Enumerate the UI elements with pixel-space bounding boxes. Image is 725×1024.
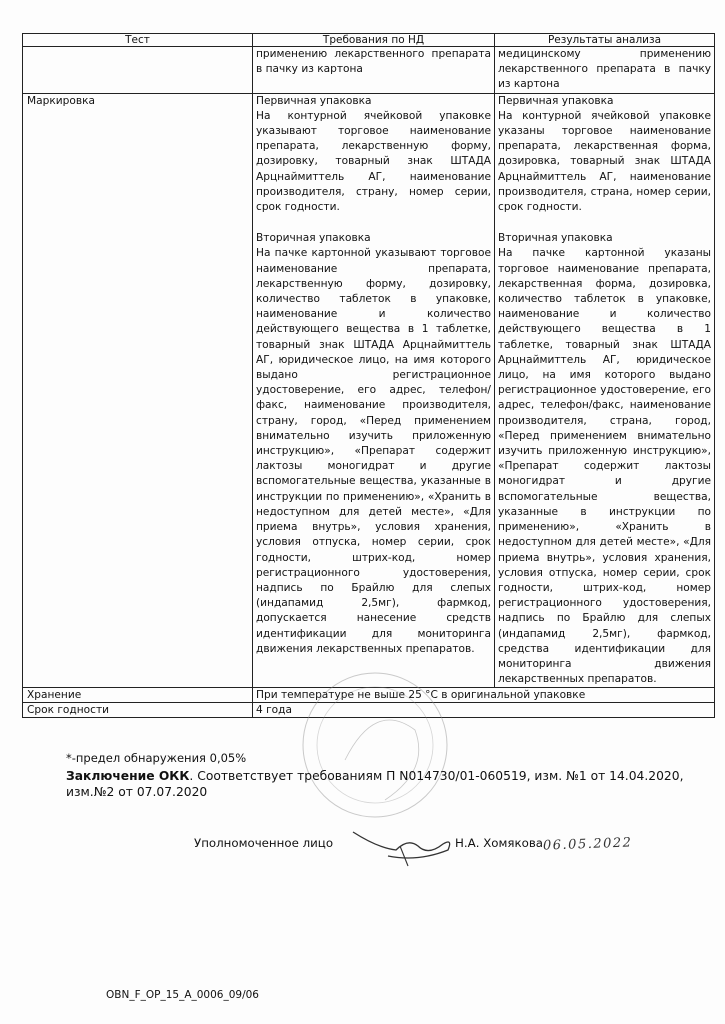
- signer-name: Н.А. Хомякова: [455, 836, 544, 850]
- res-primary-title: Первичная упаковка: [498, 94, 614, 107]
- table-row-continuation: [23, 47, 715, 94]
- req-primary-title: Первичная упаковка: [256, 94, 372, 107]
- storage-test-cell: Хранение: [23, 688, 253, 703]
- conclusion-label: Заключение ОКК: [66, 769, 190, 783]
- analysis-table: [22, 33, 715, 718]
- req-secondary-text: На пачке картонной указывают торговое наименование препарата, лекарственную форму, дозировку, количество таблеток в упаковке, наименование и количество действующего вещества в 1 таблетке, товарный знак ШТАДА Арцнаймиттель АГ, юридическое лицо, на имя которого выдано регистрационное удостоверение, его адрес, телефон/факс, наименование производителя, страну, город, «Перед применением внимательно изучить приложенную инструкцию», «Препарат содержит лактозы моногидрат и другие вспомогательные вещества, указанные в инструкции по применению», «Хранить в недоступном для детей месте», «Для приема внутрь», условия хранения, условия отпуска, номер серии, срок годности, штрих-код, номер регистрационного удостоверения, надпись по Брайлю для слепых (индапамид 2,5мг), фармкод, допускается нанесение средств идентификации для мониторинга движения лекарственных препаратов.: [256, 247, 491, 655]
- marking-req-cell: [253, 93, 495, 688]
- conclusion: [66, 768, 706, 800]
- table-header-row: [23, 34, 715, 47]
- shelf-life-value-cell: 4 года: [253, 703, 715, 718]
- header-test: Тест: [23, 34, 253, 47]
- cont-test-cell: [23, 47, 253, 94]
- footnote: *-предел обнаружения 0,05%: [66, 751, 247, 765]
- table-row-marking: [23, 93, 715, 688]
- storage-value-cell: При температуре не выше 25 °С в оригинальной упаковке: [253, 688, 715, 703]
- conclusion-text: . Соответствует требованиям П N014730/01-060519, изм. №1 от 14.04.2020, изм.№2 от 07.07.2020: [66, 769, 684, 799]
- header-results: Результаты анализа: [495, 34, 715, 47]
- document-code: OBN_F_OP_15_A_0006_09/06: [106, 989, 259, 1001]
- marking-res-cell: [495, 93, 715, 688]
- signature-date: 06.05.2022: [542, 835, 633, 854]
- cont-req-cell: применению лекарственного препарата в пачку из картона: [253, 47, 495, 94]
- signature-label: Уполномоченное лицо: [194, 836, 334, 850]
- handwritten-signature: [348, 820, 458, 870]
- req-primary-text: На контурной ячейковой упаковке указывают торговое наименование препарата, лекарственную форму, дозировку, товарный знак ШТАДА Арцнаймиттель АГ, наименование производителя, страну, номер серии, срок годности.: [256, 109, 491, 214]
- shelf-life-test-cell: Срок годности: [23, 703, 253, 718]
- res-secondary-title: Вторичная упаковка: [498, 232, 613, 245]
- res-secondary-text: На пачке картонной указаны торговое наименование препарата, лекарственная форма, дозировка, количество таблеток в упаковке, наименование и количество действующего вещества в 1 таблетке, товарный знак ШТАДА Арцнаймиттель АГ, юридическое лицо, на имя которого выдано регистрационное удостоверение, его адрес, телефон/факс, наименование производителя, страна, город, «Перед применением внимательно изучить приложенную инструкцию», «Препарат содержит лактозы моногидрат и другие вспомогательные вещества, указанные в инструкции по применению», «Хранить в недоступном для детей месте», «Для приема внутрь», условия хранения, условия отпуска, номер серии, срок годности, штрих-код, номер регистрационного удостоверения, надпись по Брайлю для слепых (индапамид 2,5мг), фармкод, средства идентификации для мониторинга движения лекарственных препаратов.: [498, 247, 711, 686]
- res-primary-text: На контурной ячейковой упаковке указаны торговое наименование препарата, лекарственная форма, дозировка, товарный знак ШТАДА Арцнаймиттель АГ, наименование производителя, страна, номер серии, срок годности.: [498, 109, 711, 214]
- header-requirements: Требования по НД: [253, 34, 495, 47]
- req-secondary-title: Вторичная упаковка: [256, 232, 371, 245]
- marking-test-cell: Маркировка: [23, 93, 253, 688]
- cont-res-cell: медицинскому применению лекарственного препарата в пачку из картона: [495, 47, 715, 94]
